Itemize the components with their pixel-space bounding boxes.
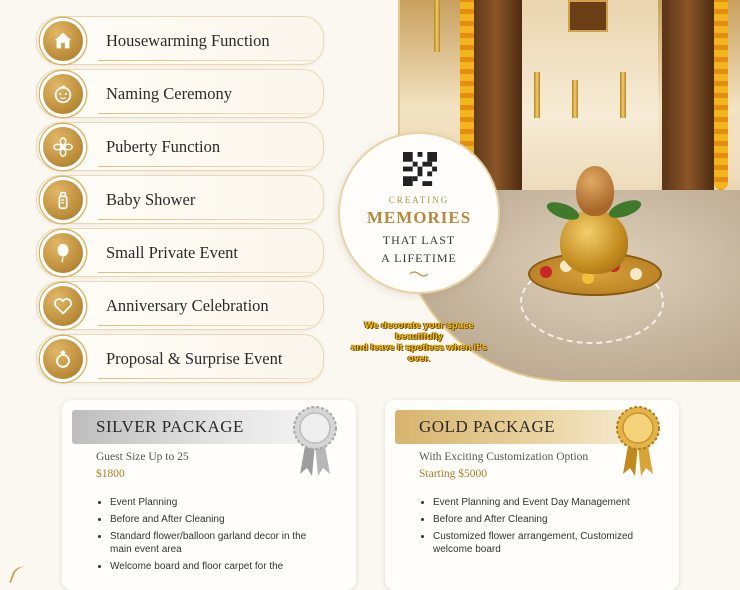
balloon-icon	[40, 230, 86, 276]
service-item-puberty-function[interactable]	[36, 120, 336, 173]
house-icon	[40, 18, 86, 64]
coconut	[576, 166, 614, 216]
tagline-line-1: We decorate your space	[364, 320, 474, 331]
service-item-anniversary[interactable]	[36, 279, 336, 332]
feature-item: • Before and After Cleaning	[110, 513, 330, 526]
package-features	[419, 496, 653, 560]
deity-frame	[568, 0, 608, 32]
package-features	[96, 496, 330, 577]
service-item-proposal[interactable]	[36, 332, 336, 385]
brass-lamp-icon	[534, 72, 540, 118]
divider	[98, 378, 314, 379]
memories-heading: MEMORIES	[366, 208, 472, 227]
feature-item: • Standard flower/balloon garland decor in the main event area	[110, 530, 330, 556]
door-right	[662, 0, 714, 200]
silver-package-card[interactable]	[62, 400, 356, 590]
service-label: Proposal & Surprise Event	[106, 348, 283, 368]
ornament-icon	[409, 270, 429, 278]
tagline-line-3: and leave it spotless when it's	[351, 342, 487, 353]
qr-code-icon[interactable]	[403, 152, 437, 186]
ring-icon	[40, 336, 86, 382]
memories-line-1: THAT LAST	[382, 233, 456, 247]
marigold-garland-right	[714, 0, 728, 190]
divider	[98, 272, 314, 273]
tagline-line-2: beautifully	[395, 331, 443, 342]
feature-item: • Event Planning and Event Day Management	[433, 496, 653, 509]
service-item-housewarming[interactable]	[36, 14, 336, 67]
brass-lamp-icon	[572, 80, 578, 118]
divider	[98, 325, 314, 326]
baby-face-icon	[40, 71, 86, 117]
package-title: SILVER PACKAGE	[72, 410, 317, 444]
service-item-naming-ceremony[interactable]	[36, 67, 336, 120]
divider	[98, 113, 314, 114]
service-item-small-private-event[interactable]	[36, 226, 336, 279]
baby-bottle-icon	[40, 177, 86, 223]
gold-package-card[interactable]	[385, 400, 679, 590]
service-label: Puberty Function	[106, 136, 221, 156]
service-label: Housewarming Function	[106, 30, 270, 50]
feature-item: • Welcome board and floor carpet for the	[110, 560, 330, 573]
feature-item: • Before and After Cleaning	[433, 513, 653, 526]
leaf-ornament-icon	[9, 564, 33, 589]
package-subtitle: Guest Size Up to 25	[96, 451, 189, 463]
hanging-lamp-icon	[434, 0, 440, 52]
tagline-line-4: over.	[407, 353, 431, 364]
service-label: Naming Ceremony	[106, 83, 233, 103]
service-label: Small Private Event	[106, 242, 238, 262]
memories-badge	[338, 132, 500, 294]
divider	[98, 60, 314, 61]
flower-icon	[40, 124, 86, 170]
service-label: Anniversary Celebration	[106, 295, 269, 315]
feature-item: • Event Planning	[110, 496, 330, 509]
tagline	[330, 320, 508, 364]
divider	[98, 166, 314, 167]
gold-medal-icon	[615, 404, 661, 478]
package-subtitle: With Exciting Customization Option	[419, 451, 589, 463]
service-label: Baby Shower	[106, 189, 196, 209]
memories-line-2: A LIFETIME	[381, 251, 457, 265]
package-price: $1800	[96, 468, 125, 480]
services-list	[36, 14, 336, 385]
silver-medal-icon	[292, 404, 338, 478]
heart-icon	[40, 283, 86, 329]
package-title: GOLD PACKAGE	[395, 410, 640, 444]
package-price: Starting $5000	[419, 468, 488, 480]
feature-item: • Customized flower arrangement, Customized welcome board	[433, 530, 653, 556]
creating-text: CREATING	[388, 195, 450, 205]
divider	[98, 219, 314, 220]
brass-lamp-icon	[620, 72, 626, 118]
service-item-baby-shower[interactable]	[36, 173, 336, 226]
